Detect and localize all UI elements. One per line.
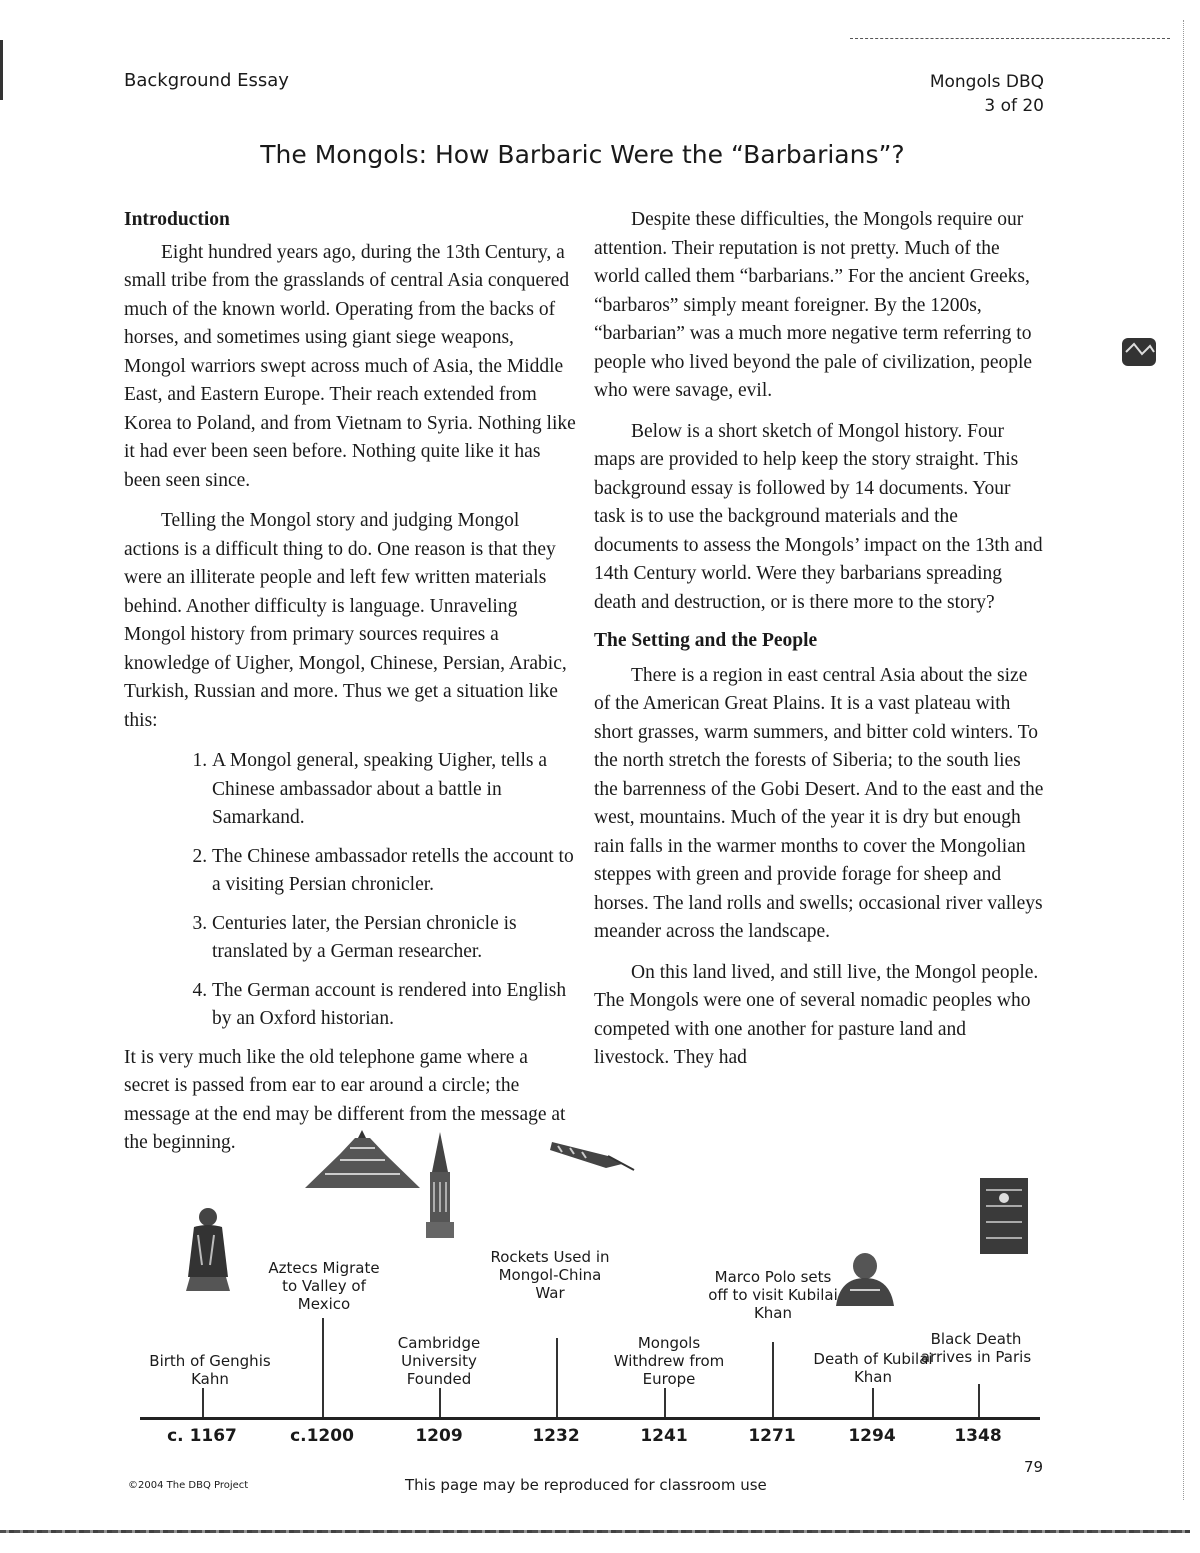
timeline-axis (140, 1417, 1040, 1420)
event-tick (978, 1384, 980, 1418)
introduction-heading: Introduction (124, 209, 230, 230)
scan-top-rule (850, 38, 1170, 40)
genghis-khan-statue-icon (180, 1205, 236, 1295)
intro-paragraph-2: Telling the Mongol story and judging Mongol actions is a difficult thing to do. One reason is that they were an illiterate people and left few written materials behind. Another difficulty is language. Unraveling Mongol history from primary sources requires a knowledge of Uigher, Mongol, Chinese, Persian, Arabic, Turkish, Russian and more. Thus we get a situation like this: (124, 510, 567, 731)
event-label: Cambridge University Founded (397, 1334, 481, 1388)
event-year: c.1200 (290, 1426, 354, 1446)
event-year: c. 1167 (167, 1426, 237, 1446)
timeline (140, 1130, 1040, 1460)
page-number: 79 (1024, 1458, 1044, 1476)
section-label: Background Essay (124, 70, 289, 91)
kubilai-khan-portrait-icon (830, 1250, 900, 1308)
event-label: Black Death arrives in Paris (920, 1330, 1032, 1366)
region-paragraph: There is a region in east central Asia about the size of the American Great Plains. It is a vast plateau with short grasses, warm summers, and bitter cold winters. To the north stretch the forests of Siberia; to the south lies the barrenness of the Gobi Desert. And to the east and the west, mountains. Much of the year it is dry but enough rain falls in the warmer months to cover the Mongolian steppes with green and provide forage for sheep and horses. The land rolls and swells; occasional river valleys meander across the landscape. (594, 664, 1044, 942)
event-year: 1241 (640, 1426, 688, 1446)
seal-stamp-icon (1120, 334, 1158, 370)
event-label: Death of Kubilai Khan (813, 1350, 933, 1386)
event-tick (322, 1318, 324, 1418)
cambridge-chapel-icon (422, 1132, 458, 1242)
event-label: Aztecs Migrate to Valley of Mexico (268, 1259, 380, 1313)
event-year: 1348 (954, 1426, 1002, 1446)
reproduction-notice: This page may be reproduced for classroom use (405, 1476, 767, 1494)
black-death-illustration-icon (978, 1176, 1030, 1256)
event-tick (202, 1388, 204, 1418)
event-label: Rockets Used in Mongol-China War (490, 1248, 610, 1302)
translation-chain-list (124, 747, 576, 1034)
event-tick (556, 1338, 558, 1418)
unit-title: Mongols DBQ (929, 72, 1044, 92)
event-label: Mongols Withdrew from Europe (613, 1334, 725, 1388)
event-tick (872, 1388, 874, 1418)
unit-label (880, 70, 1044, 118)
difficulties-paragraph: Despite these difficulties, the Mongols require our attention. Their reputation is not pretty. Much of the world called them “barbarians.” For the ancient Greeks, “barbaros” simply meant foreigner. By the 1200s, “barbarian” was a much more negative term referring to people who lived beyond the pale of civilization, people who were savage, evil. (594, 209, 1033, 401)
event-label: Marco Polo sets off to visit Kubilai Khan (708, 1268, 838, 1322)
event-year: 1294 (848, 1426, 896, 1446)
list-item: 1. A Mongol general, speaking Uigher, tells a Chinese ambassador about a battle in Samarkand. (212, 747, 576, 833)
page-of-label: 3 of 20 (984, 96, 1044, 116)
right-column (594, 206, 1044, 1085)
scan-edge-mark (0, 40, 3, 100)
event-year: 1209 (415, 1426, 463, 1446)
intro-paragraph-1: Eight hundred years ago, during the 13th Century, a small tribe from the grasslands of central Asia conquered much of the known world. Operating from the backs of horses, and sometimes using giant siege weapons, Mongol warriors swept across much of Asia, the Middle East, and Eastern Europe. Their reach extended from Korea to Poland, and from Vietnam to Syria. Nothing like it had ever been seen before. Nothing quite like it has been seen since. (124, 241, 576, 491)
list-item: 3. Centuries later, the Persian chronicle is translated by a German researcher. (212, 910, 576, 967)
event-tick (439, 1388, 441, 1418)
scan-right-edge (1183, 20, 1185, 1500)
event-tick (664, 1388, 666, 1418)
intro-paragraph-3: It is very much like the old telephone game where a secret is passed from ear to ear around a circle; the message at the end may be different from the message at the beginning. (124, 1046, 566, 1153)
list-item: 4. The German account is rendered into English by an Oxford historian. (212, 977, 576, 1034)
event-tick (772, 1342, 774, 1418)
copyright-notice: ©2004 The DBQ Project (128, 1480, 249, 1491)
event-year: 1232 (532, 1426, 580, 1446)
list-item: 2. The Chinese ambassador retells the account to a visiting Persian chronicler. (212, 843, 576, 900)
scan-bottom-edge (0, 1530, 1190, 1533)
setting-heading: The Setting and the People (594, 630, 818, 651)
event-label: Birth of Genghis Kahn (149, 1352, 271, 1388)
rocket-icon (548, 1134, 638, 1174)
people-paragraph: On this land lived, and still live, the Mongol people. The Mongols were one of several nomadic peoples who competed with one another for pasture land and livestock. They had (594, 961, 1039, 1068)
page-title: The Mongols: How Barbaric Were the “Barbarians”? (260, 140, 905, 169)
event-year: 1271 (748, 1426, 796, 1446)
left-column (124, 206, 576, 1170)
sketch-paragraph: Below is a short sketch of Mongol history. Four maps are provided to help keep the story straight. This background essay is followed by 14 documents. Your task is to use the background materials and the documents to assess the Mongols’ impact on the 13th and 14th Century world. Were they barbarians spreading death and destruction, or is there more to the story? (594, 420, 1043, 613)
aztec-pyramid-icon (300, 1130, 425, 1190)
